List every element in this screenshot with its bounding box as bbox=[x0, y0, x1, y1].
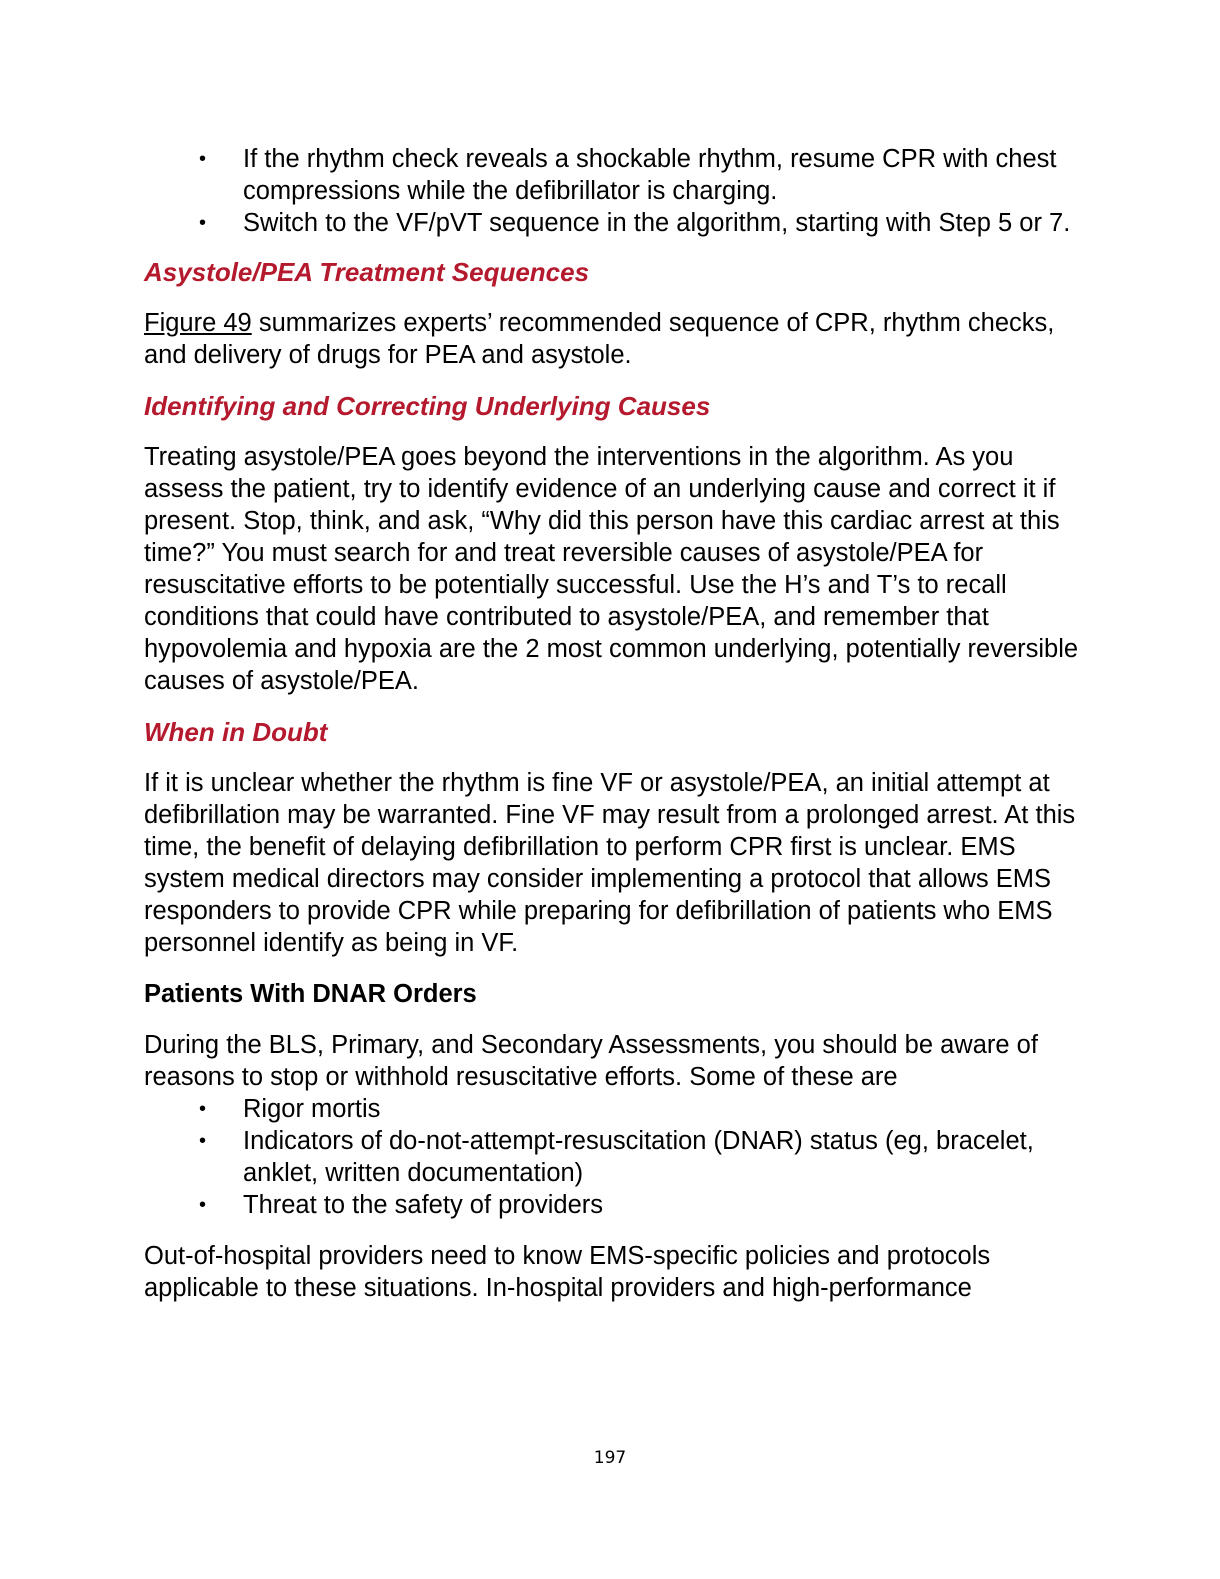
list-item-text: Switch to the VF/pVT sequence in the algorithm, starting with Step 5 or 7. bbox=[243, 209, 1071, 237]
list-item-text: Rigor mortis bbox=[243, 1095, 381, 1123]
section-paragraph-treatment-sequences bbox=[144, 307, 1084, 371]
document-page bbox=[144, 142, 1084, 1304]
section-paragraph-when-in-doubt: If it is unclear whether the rhythm is fine VF or asystole/PEA, an initial attempt at defibrillation may be warranted. Fine VF may result from a prolonged arrest. At this time, the benefit of delaying defibrillation to perform CPR first is unclear. EMS system medical directors may consider implementing a protocol that allows EMS responders to provide CPR while preparing for defibrillation of patients who EMS personnel identify as being in VF. bbox=[144, 769, 1076, 957]
list-item bbox=[144, 1093, 1084, 1125]
list-item bbox=[144, 1189, 1084, 1221]
list-item bbox=[144, 207, 1084, 239]
bullet-icon: • bbox=[199, 1098, 207, 1120]
bullet-icon: • bbox=[199, 148, 207, 170]
section-heading-underlying-causes: Identifying and Correcting Underlying Causes bbox=[144, 391, 711, 421]
bullet-icon: • bbox=[199, 212, 207, 234]
section-paragraph-underlying-causes: Treating asystole/PEA goes beyond the interventions in the algorithm. As you assess the patient, try to identify evidence of an underlying cause and correct it if present. Stop, think, and ask, “Why did this person have this cardiac arrest at this time?” You must search for and treat reversible causes of asystole/PEA for resuscitative efforts to be potentially successful. Use the H’s and T’s to recall conditions that could have contributed to asystole/PEA, and remember that hypovolemia and hypoxia are the 2 most common underlying, potentially reversible causes of asystole/PEA. bbox=[144, 443, 1079, 695]
page-number: 197 bbox=[593, 1448, 627, 1468]
bullet-icon: • bbox=[199, 1130, 207, 1152]
section-heading-when-in-doubt: When in Doubt bbox=[144, 717, 328, 747]
list-item-text: Indicators of do-not-attempt-resuscitation (DNAR) status (eg, bracelet, anklet, written documentation) bbox=[243, 1127, 1034, 1187]
dnar-bullet-list bbox=[144, 1093, 1084, 1221]
list-item bbox=[144, 143, 1084, 207]
section-paragraph-dnar-closing: Out-of-hospital providers need to know EMS-specific policies and protocols applicable to these situations. In-hospital providers and high-performance bbox=[144, 1242, 991, 1302]
section-heading-asystole-pea-treatment: Asystole/PEA Treatment Sequences bbox=[144, 257, 590, 287]
bullet-icon: • bbox=[199, 1194, 207, 1216]
list-item-text: Threat to the safety of providers bbox=[243, 1191, 604, 1219]
section-paragraph-dnar-intro: During the BLS, Primary, and Secondary Assessments, you should be aware of reasons to stop or withhold resuscitative efforts. Some of these are bbox=[144, 1031, 1038, 1091]
paragraph-text: summarizes experts’ recommended sequence of CPR, rhythm checks, and delivery of drugs for PEA and asystole. bbox=[144, 309, 1055, 369]
top-bullet-list bbox=[144, 143, 1084, 239]
list-item-text: If the rhythm check reveals a shockable rhythm, resume CPR with chest compressions while the defibrillator is charging. bbox=[243, 145, 1057, 205]
figure-49-link[interactable]: Figure 49 bbox=[144, 309, 252, 337]
section-heading-dnar-orders: Patients With DNAR Orders bbox=[144, 980, 477, 1008]
list-item bbox=[144, 1125, 1084, 1189]
